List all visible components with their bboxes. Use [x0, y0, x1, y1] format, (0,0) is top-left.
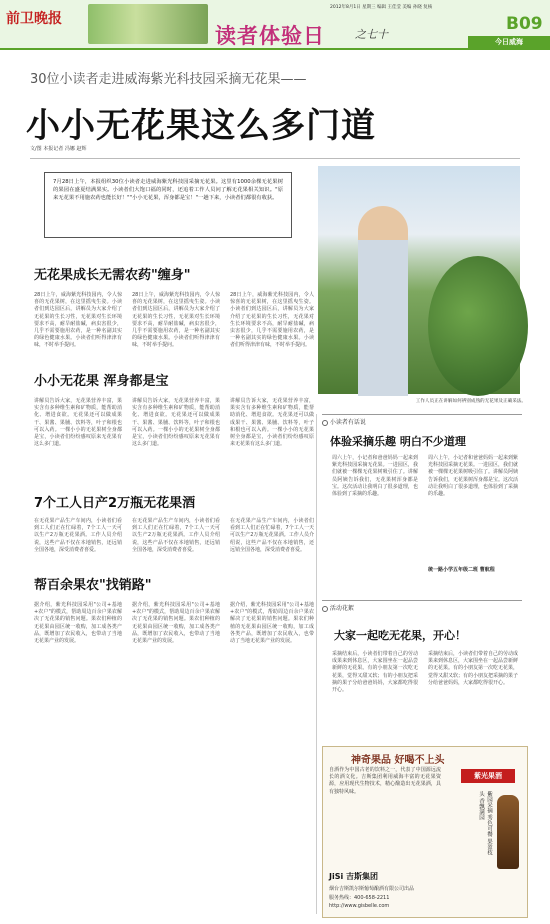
- advert-text: 自酒作为中国古老的饮料之一，代表了中国源远流长的酒文化。吉斯集团利用威海丰富的无花果资源，应用现代生物技术，精心酿造出无花果酒，具有独特风味。: [329, 767, 441, 795]
- photo-caption: 工作人员正在讲解如何辨别成熟的无花果及正确采法。: [415, 399, 526, 404]
- company-logo: JiSi 吉斯集团: [329, 872, 379, 881]
- clock-icon: [322, 606, 328, 612]
- intro-text: 7月28日上午，本报组织30位小读者走进威海紫光科技园采摘无花果。这里有1000余棵无花果树的果园在盛夏结满果实。小读者们大饱口福的同时，还追着工作人员问了解无花果相关知识。"原来无花果不用施农药也能长好！""小小无花果，浑身都是宝！"一趟下来，小读者们都很有收获。: [53, 179, 283, 201]
- advert-poem: 紫园采摘 秀色可餐 果盈枝头 香飘满园: [478, 791, 492, 855]
- section-title-1: 无花果成长无需农药"缠身": [34, 268, 191, 283]
- photo-person-shape: [358, 206, 408, 396]
- side-piece-2: [322, 600, 522, 740]
- section-text-1c: 28日上午，威海紫光科技园内，令人惊喜的无花果树，在这里摇曳生姿。小读者们到达园区后，讲解员为大家介绍了无花果的生长习性，无花果对生长环境要求不高，耐旱耐盐碱，病虫害很少，几乎不需要施用农药，是一种名副其实的绿色健康水果。小读者们听得津津有味，不时举手提问。: [230, 292, 314, 349]
- section-tag: 今日威海: [468, 36, 550, 48]
- column-divider: [316, 414, 317, 914]
- side-label-text-1: 小读者有话说: [329, 419, 366, 426]
- paper-logo: [6, 8, 86, 32]
- headline-rule: [30, 158, 520, 159]
- advert-hotline: 服务热线：400-658-2211: [329, 895, 390, 901]
- brand-seal: 紫光果酒: [461, 769, 515, 783]
- headline: 小小无花果这么多门道: [26, 106, 376, 146]
- side-text-2b: 采摘结束后，小读者们带着自己的劳动成果来到休息区，大家围坐在一起品尝新鲜的无花果。有的小朋友第一次吃无花果，觉得又甜又软；有的小朋友把采摘的果子分给爸爸妈妈，大家都吃得很开心。: [428, 651, 519, 686]
- header-photo-strip: [88, 4, 208, 44]
- side-label-1: [322, 417, 366, 426]
- byline: 文/图 本报记者 冯娜 赵辉: [30, 146, 87, 152]
- company-name: 烟台吉斯凯尔斯葡萄酿酒有限公司出品: [329, 886, 415, 892]
- section-title-2: 小小无花果 浑身都是宝: [34, 374, 169, 389]
- column-signature: 之七十: [355, 28, 388, 41]
- column-title: 读者体验日: [215, 24, 325, 48]
- advert-headline: 神奇果品 好喝不上头: [351, 755, 445, 766]
- side-label-2: [322, 603, 354, 612]
- side-title-2: 大家一起吃无花果，开心！: [334, 629, 466, 642]
- side-text-1b: 周六上午，小记者和爸爸妈妈一起来到紫光科技园采摘无花果。一进园区，我们就被一棵棵无花果树吸引住了。讲解员阿姨告诉我们，无花果树浑身都是宝。这次活动让我明白了很多道理，也体验到了采摘的乐趣。: [428, 455, 519, 498]
- paper-name: 前卫晚报: [6, 11, 62, 27]
- section-text-1b: 28日上午，威海紫光科技园内，令人惊喜的无花果树，在这里摇曳生姿。小读者们到达园区后，讲解员为大家介绍了无花果的生长习性，无花果对生长环境要求不高，耐旱耐盐碱，病虫害很少，几乎不需要施用农药，是一种名副其实的绿色健康水果。小读者们听得津津有味，不时举手提问。: [132, 292, 220, 349]
- section-text-3a: 在无花果产品生产车间内，小读者们看到工人们正在忙碌着，7个工人一天可以生产2万瓶无花果酒。工作人员介绍说，这些产品不仅在本地销售，还远销全国各地，深受消费者喜爱。: [34, 518, 122, 553]
- section-text-2b: 讲解员告诉大家，无花果营养丰富，果实含有多种维生素和矿物质，能帮助消化、增进食欲。无花果还可以做成果干、果酱、果脯、饮料等，叶子和根也可以入药。一棵小小的无花果树全身都是宝，小读者们纷纷感叹原来无花果有这么多门道。: [132, 398, 220, 448]
- section-text-4b: 据介绍，紫光科技园采用"公司+基地+农户"的模式，帮助周边百余户果农解决了无花果的销售问题。果农们种植的无花果由园区统一收购，加工成各类产品，既增加了农民收入，也带动了当地无花果产业的发展。: [132, 602, 220, 645]
- advert-website[interactable]: http://www.gisbelle.com: [329, 903, 390, 909]
- side-title-1: 体验采摘乐趣 明白不少道理: [330, 435, 466, 448]
- masthead: [0, 0, 550, 50]
- section-text-1a: 28日上午，威海紫光科技园内，令人惊喜的无花果树，在这里摇曳生姿。小读者们到达园区后，讲解员为大家介绍了无花果的生长习性，无花果对生长环境要求不高，耐旱耐盐碱，病虫害很少，几乎不需要施用农药，是一种名副其实的绿色健康水果。小读者们听得津津有味，不时举手提问。: [34, 292, 122, 349]
- section-title-4: 帮百余果农"找销路": [34, 578, 152, 593]
- kicker: 30位小读者走进威海紫光科技园采摘无花果——: [30, 72, 307, 87]
- page-code: B09: [506, 14, 543, 34]
- intro-box: [44, 172, 292, 238]
- section-text-3b: 在无花果产品生产车间内，小读者们看到工人们正在忙碌着，7个工人一天可以生产2万瓶无花果酒。工作人员介绍说，这些产品不仅在本地销售，还远销全国各地，深受消费者喜爱。: [132, 518, 220, 553]
- section-title-3: 7个工人日产2万瓶无花果酒: [34, 496, 196, 511]
- side-text-2a: 采摘结束后，小读者们带着自己的劳动成果来到休息区，大家围坐在一起品尝新鲜的无花果。有的小朋友第一次吃无花果，觉得又甜又软；有的小朋友把采摘的果子分给爸爸妈妈，大家都吃得很开心。: [332, 651, 418, 694]
- speech-icon: [322, 420, 328, 426]
- section-text-3c: 在无花果产品生产车间内，小读者们看到工人们正在忙碌着，7个工人一天可以生产2万瓶无花果酒。工作人员介绍说，这些产品不仅在本地销售，还远销全国各地，深受消费者喜爱。: [230, 518, 314, 553]
- wine-bottle-icon: [497, 795, 519, 869]
- side-label-text-2: 活动花絮: [329, 605, 354, 612]
- section-text-4a: 据介绍，紫光科技园采用"公司+基地+农户"的模式，帮助周边百余户果农解决了无花果的销售问题。果农们种植的无花果由园区统一收购，加工成各类产品，既增加了农民收入，也带动了当地无花果产业的发展。: [34, 602, 122, 645]
- date-line: 2012年8月1日 星期三 编辑 王佳莹 美编 孙晓 复核: [330, 5, 433, 10]
- side-text-1a: 周六上午，小记者和爸爸妈妈一起来到紫光科技园采摘无花果。一进园区，我们就被一棵棵无花果树吸引住了。讲解员阿姨告诉我们，无花果树浑身都是宝。这次活动让我明白了很多道理，也体验到了采摘的乐趣。: [332, 455, 418, 498]
- side-signature-1: 统一路小学五年级二班 曹航程: [428, 567, 495, 573]
- section-text-2a: 讲解员告诉大家，无花果营养丰富，果实含有多种维生素和矿物质，能帮助消化、增进食欲。无花果还可以做成果干、果酱、果脯、饮料等，叶子和根也可以入药。一棵小小的无花果树全身都是宝，小读者们纷纷感叹原来无花果有这么多门道。: [34, 398, 122, 448]
- section-text-4c: 据介绍，紫光科技园采用"公司+基地+农户"的模式，帮助周边百余户果农解决了无花果的销售问题。果农们种植的无花果由园区统一收购，加工成各类产品，既增加了农民收入，也带动了当地无花果产业的发展。: [230, 602, 314, 645]
- main-photo: [318, 166, 520, 394]
- section-text-2c: 讲解员告诉大家，无花果营养丰富，果实含有多种维生素和矿物质，能帮助消化、增进食欲。无花果还可以做成果干、果酱、果脯、饮料等，叶子和根也可以入药。一棵小小的无花果树全身都是宝，小读者们纷纷感叹原来无花果有这么多门道。: [230, 398, 314, 448]
- side-piece-1: [322, 414, 522, 592]
- photo-foliage-shape: [428, 256, 528, 396]
- advert-box: [322, 746, 528, 918]
